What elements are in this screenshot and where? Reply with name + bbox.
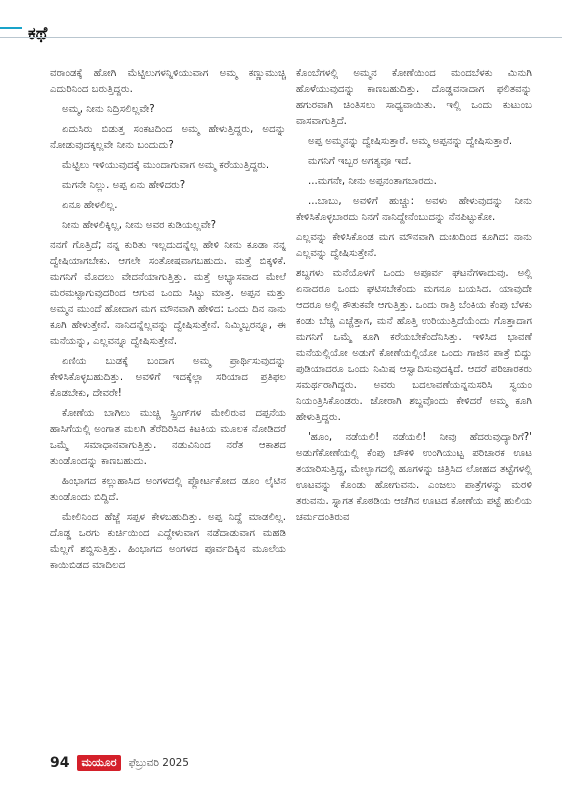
- paragraph: ಮೇಲಿನಿಂದ ಹೆಜ್ಜೆ ಸಪ್ಪಳ ಕೇಳಬಹುದಿತ್ತು. ಅಪ್ಪ ನಿದ್ದೆ ಮಾಡಲಿಲ್ಲ. ದೊಡ್ಡ ಒರಗು ಕುರ್ಚಿಯಿಂದ ಎದ್ದೇಳುವಾಗ ನಡೆದಾಡುವಾಗ ಮಹಡಿ ಮೆಲ್ಲಗೆ ಶಬ್ದಿಸುತ್ತಿತ್ತು. ಹಿಂಭಾಗದ ಅಂಗಳದ ಪೂರ್ವದಿಕ್ಕಿನ ಮೂಲೆಯ ಕಾಯಿಬಿಡದ ಮಾದಿಲದ: [50, 512, 286, 571]
- paragraph: ಮೆಟ್ಟಿಲು ಇಳಿಯುವುದಕ್ಕೆ ಮುಂದಾಗುವಾಗ ಅಮ್ಮ ಕರೆಯುತ್ತಿದ್ದರು.: [62, 160, 270, 171]
- paragraph: ಅಪ್ಪ ಅಮ್ಮನನ್ನು ದ್ವೇಷಿಸುತ್ತಾರೆ. ಅಮ್ಮ ಅಪ್ಪನನ್ನು ದ್ವೇಷಿಸುತ್ತಾರೆ.: [308, 136, 513, 147]
- paragraph: ಕೊಂಬೆಗಳಲ್ಲಿ ಅಮ್ಮನ ಕೋಣೆಯಿಂದ ಮಂದಬೆಳಕು ಮಿನುಗಿ ಹೊಳೆಯುವುದನ್ನು ಕಾಣಬಹುದಿತ್ತು. ದೊಡ್ಡವನಾದಾಗ ಫಲಿತವನ್ನು ಹಗುರವಾಗಿ ಚಿಂತಿಸಲು ಸಾಧ್ಯವಾಯಿತು. ಇಲ್ಲಿ ಒಂದು ಕುಟುಂಬ ವಾಸವಾಗುತ್ತಿದೆ.: [296, 68, 532, 127]
- paragraph: ಹಿಂಭಾಗದ ಕಲ್ಲುಹಾಸಿದ ಅಂಗಳದಲ್ಲಿ ಪ್ಲೋರ್ಟಕೋದ ಡೂಂ ಲೈಟಿನ ತುಂಡೊಂದು ಬಿದ್ದಿದೆ.: [50, 476, 286, 503]
- paragraph: ಕೋಣೆಯ ಬಾಗಿಲು ಮುಚ್ಚಿ ಸ್ಪ್ರಿಂಗ್‌ಗಳ ಮೇಲಿರುವ ದಪ್ಪನೆಯ ಹಾಸಿಗೆಯಲ್ಲಿ ಅಂಗಾತ ಮಲಗಿ ತೆರೆದಿರಿಸಿದ ಕಿಟಕಿಯ ಮೂಲಕ ನೋಡಿದರೆ ಒಮ್ಮೆ ಸಮಾಧಾನವಾಗುತ್ತಿತ್ತು. ನಡುವಿನಿಂದ ನರೆತ ಆಕಾಶದ ತುಂಡೊಂದನ್ನು ಕಾಣಬಹುದು.: [50, 408, 286, 467]
- right-text-column: [296, 66, 532, 726]
- header-divider: [0, 37, 562, 38]
- paragraph: ಅಮ್ಮ, ನೀನು ನಿದ್ರಿಸಲಿಲ್ಲವೇ?: [62, 104, 155, 115]
- page-number: 94: [50, 755, 70, 771]
- paragraph: ನೀನು ಹೇಳಲಿಕ್ಕಿಲ್ಲ, ನೀನು ಅವರ ಕುಡಿಯಲ್ಲವೇ?: [62, 220, 217, 231]
- magazine-logo: ಮಯೂರ: [77, 755, 120, 771]
- paragraph: ಮಗನೇ ನಿಲ್ಲು. ಅಪ್ಪ ಏನು ಹೇಳಿದರು?: [62, 180, 186, 191]
- header-accent-bar: [0, 27, 22, 29]
- paragraph: ...ಮಗನೇ, ನೀನು ಅಪ್ಪನಂತಾಗಬಾರದು.: [308, 176, 437, 187]
- page-footer: [50, 752, 189, 774]
- issue-date: ಫೆಬ್ರುವರಿ 2025: [128, 756, 189, 769]
- paragraph: 'ಹೂಂ, ನಡೆಯಲಿ! ನಡೆಯಲಿ! ನೀವು ಹೆದರುವುದ್ಯಾರಿಗೆ?' ಅಡುಗೆಕೋಣೆಯಲ್ಲಿ ಕೆಂಪು ಚೌಕಳಿ ಉಂಗಿಯುಟ್ಟ ಪರಿಚಾರಕ ಊಟ ತಯಾರಿಸುತ್ತಿದ್ದ, ಮೇಲ್ಭಾಗದಲ್ಲಿ ಹೂಗಳನ್ನು ಚಿತ್ರಿಸಿದ ಲೋಹದ ತಟ್ಟೆಗಳಲ್ಲಿ ಊಟವನ್ನು ಕೊಂಡು ಹೋಗುವನು. ಎಂಜಲು ಪಾತ್ರೆಗಳನ್ನು ಮರಳಿ ತರುವನು. ಸ್ನಾಗತ ಕೊಠಡಿಯ ಆಚೆಗಿನ ಊಟದ ಕೋಣೆಯ ಪಟ್ಟೆ ಹುಲಿಯ ಚರ್ಮದಂತಿರುವ: [296, 432, 532, 523]
- paragraph: ಏಣಿಯ ಬುಡಕ್ಕೆ ಬಂದಾಗ ಅಮ್ಮ ಪ್ರಾರ್ಥಿಸುವುದನ್ನು ಕೇಳಿಸಿಕೊಳ್ಳಬಹುದಿತ್ತು. ಅವಳಿಗೆ ಇದಕ್ಕೆಲ್ಲಾ ಸರಿಯಾದ ಪ್ರತಿಫಲ ಕೊಡಬೇಕು, ದೇವರೇ!: [50, 356, 286, 399]
- paragraph: ...ಬಾಬು, ಅವಳಿಗೆ ಹುಚ್ಚು: ಅವಳು ಹೇಳುವುದನ್ನು ನೀನು ಕೇಳಿಸಿಕೊಳ್ಳಬಾರದು ನಿನಗೆ ನಾನಿದ್ದೇನೆಂಬುದನ್ನು ನೆನಪಿಟ್ಟುಕೋ.: [296, 196, 532, 223]
- section-title: ಕಥೆ: [28, 24, 48, 44]
- paragraph: ವರಾಂಡಕ್ಕೆ ಹೋಗಿ ಮೆಟ್ಟಿಲುಗಳನ್ನಿಳಿಯುವಾಗ ಅಮ್ಮ ಕಣ್ಣುಮುಚ್ಚಿ ಎದುರಿನಿಂದ ಬರುತ್ತಿದ್ದರು.: [50, 68, 286, 95]
- left-text-column: [50, 66, 286, 726]
- paragraph: ಏನೂ ಹೇಳಲಿಲ್ಲ.: [62, 200, 118, 211]
- paragraph: ಶಬ್ದಗಳು ಮನೆಯೊಳಗೆ ಒಂದು ಅಪೂರ್ವ ಘಟನೆಗಳಾದುವು. ಅಲ್ಲಿ ಏನಾದರೂ ಒಂದು ಘಟಿಸಬೇಕೆಂದು ಮಗನೂ ಬಯಸಿದ. ಯಾವುದೇ ಆದರೂ ಅಲ್ಲಿ ಕೌತುಕವೇ ಆಗುತ್ತಿತ್ತು. ಒಂದು ರಾತ್ರಿ ಬೆಂಕಿಯ ಕೆಂಪು ಬೆಳಕು ಕಂಡು ಬೆಚ್ಚಿ ಎಚ್ಚೆತ್ತಾಗ, ಮನೆ ಹೊತ್ತಿ ಉರಿಯುತ್ತಿದೆಯೆಂದು ಗೊತ್ತಾದಾಗ ಮಗನಿಗೆ ಒಮ್ಮೆ ಕೂಗಿ ಕರೆಯಬೇಕೆಂದೆನಿಸಿತ್ತು. ಇಳಿಸಿದ ಭಾವಣೆ ಮನೆಯಲ್ಲಿಯೋ ಅಡುಗೆ ಕೋಣೆಯಲ್ಲಿಯೋ ಒಂದು ಗಾಜಿನ ಪಾತ್ರೆ ಬಿದ್ದು ಪುಡಿಯಾದರೂ ಒಂದು ನಿಮಿಷ ಆಸ್ವಾದಿಸುವುದಕ್ಕಿದೆ. ಆದರೆ ಪರಿಚಾರಕರು ಸಮರ್ಥರಾಗಿದ್ದರು. ಅವರು ಬದಲಾವಣೆಯನ್ನನುಸರಿಸಿ ಸ್ವಯಂ ನಿಯಂತ್ರಿಸಿಕೊಂಡರು. ಜೋರಾಗಿ ಶಬ್ದವೊಂದು ಕೇಳಿದರೆ ಅಮ್ಮ ಕೂಗಿ ಹೇಳುತ್ತಿದ್ದರು.: [296, 268, 532, 423]
- paragraph: ಎಲ್ಲವನ್ನು ಕೇಳಿಸಿಕೊಂಡ ಮಗ ಮೌನವಾಗಿ ದುಃಖದಿಂದ ಕೂಗಿದ: ನಾನು ಎಲ್ಲವನ್ನು ದ್ವೇಷಿಸುತ್ತೇನೆ.: [296, 232, 532, 259]
- paragraph: ಏದುಸಿರು ಬಿಡುತ್ತ ಸಂಕಟದಿಂದ ಅಮ್ಮ ಹೇಳುತ್ತಿದ್ದರು, ಅದನ್ನು ನೋಡುವುದಕ್ಕಲ್ಲವೇ ನೀನು ಬಂದುದು?: [50, 124, 286, 151]
- paragraph: ಮಗನಿಗೆ ಇಬ್ಬರ ಅಗತ್ಯವೂ ಇದೆ.: [308, 156, 412, 167]
- paragraph: ನನಗೆ ಗೊತ್ತಿದೆ; ನನ್ನ ಕುರಿತು ಇಲ್ಲದುದನ್ನೆಲ್ಲ ಹೇಳಿ ನೀನು ಕೂಡಾ ನನ್ನ ದ್ವೇಷಿಯಾಗಬೇಕು. ಆಗಲೇ ಸಂತೋಷವಾಗಬಹುದು. ಮತ್ತೆ ಬಿಕ್ಕಳಿಕೆ. ಮಗನಿಗೆ ಮೊದಲು ವೇದನೆಯಾಗುತ್ತಿತ್ತು. ಮತ್ತೆ ಅಭ್ಯಾಸವಾದ ಮೇಲೆ ಮರಮಟ್ಟಾಗುವುದರಿಂದ ಆಗುವ ಒಂದು ಸಿಟ್ಟು ಮಾತ್ರ. ಅಪ್ಪನ ಮತ್ತು ಅಮ್ಮನ ಮುಂದೆ ಹೋದಾಗ ಮಗ ಮೌನವಾಗಿ ಹೇಳಿದ: ಒಂದು ದಿನ ನಾನು ಕೂಗಿ ಹೇಳುತ್ತೇನೆ. ನಾನಿದನ್ನೆಲ್ಲವನ್ನು ದ್ವೇಷಿಸುತ್ತೇನೆ. ನಿಮ್ಮಿಬ್ಬರನ್ನೂ, ಈ ಮನೆಯನ್ನು, ಎಲ್ಲವನ್ನೂ ದ್ವೇಷಿಸುತ್ತೇನೆ.: [50, 240, 286, 347]
